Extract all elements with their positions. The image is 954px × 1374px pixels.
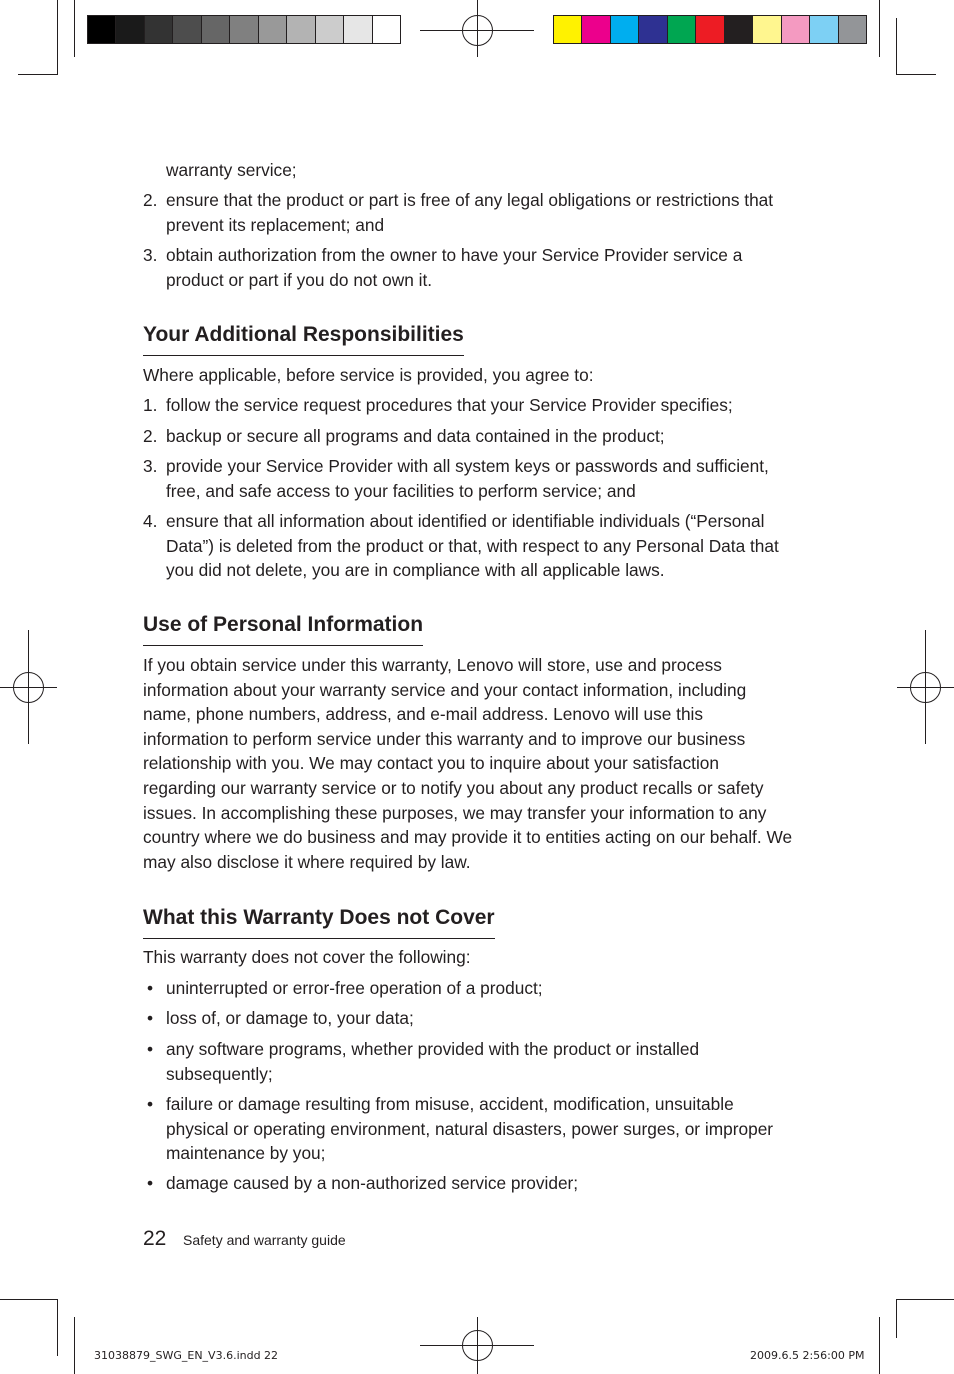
gray-swatch (230, 16, 258, 43)
grayscale-color-bar (87, 15, 401, 44)
gray-swatch (202, 16, 230, 43)
color-swatch (611, 16, 639, 43)
list-item-text: backup or secure all programs and data contained in the product; (166, 426, 665, 446)
continued-list-line: warranty service; (166, 160, 297, 180)
list-item-text: follow the service request procedures that your Service Provider specifies; (166, 395, 733, 415)
color-swatch (639, 16, 667, 43)
list-item-number: 2. (143, 190, 158, 210)
list-item-text: ensure that all information about identified or identifiable individuals (“Personal Data”) is deleted from the product or that, with respect to any Personal Data that you did not delete, you are in compliance with all applicable laws. (166, 511, 779, 581)
gray-swatch (344, 16, 372, 43)
slug-timestamp: 2009.6.5 2:56:00 PM (750, 1349, 865, 1362)
color-swatch (554, 16, 582, 43)
color-swatch (668, 16, 696, 43)
process-color-bar (553, 15, 867, 44)
color-swatch (753, 16, 781, 43)
bullet-item-text: damage caused by a non-authorized service provider; (166, 1173, 579, 1193)
gray-swatch (316, 16, 344, 43)
bullet-icon: • (147, 1039, 154, 1059)
footer-title: Safety and warranty guide (183, 1232, 346, 1248)
list-item-text: ensure that the product or part is free of any legal obligations or restrictions that prevent its replacement; and (166, 190, 774, 235)
bullet-item-text: failure or damage resulting from misuse, accident, modification, unsuitable physical or operating environment, natural disasters, power surges, or improper maintenance by you; (166, 1094, 774, 1164)
page-number: 22 (143, 1227, 167, 1250)
list-item-number: 2. (143, 426, 158, 446)
section-paragraph: If you obtain service under this warranty, Lenovo will store, use and process information about your warranty service and your contact information, including name, phone numbers, address, and e-mail address. Lenovo will use this information to perform service under this warranty and to improve our business relationship with you. We may contact you to inquire about your satisfaction regarding our warranty service or to notify you about any product recalls or safety issues. In accomplishing these purposes, we may transfer your information to any country where we do business and may provide it to entities acting on our behalf. We may also disclose it where required by law. (143, 655, 793, 872)
list-item-number: 3. (143, 245, 158, 265)
list-item-text: provide your Service Provider with all system keys or passwords and sufficient, free, and safe access to your facilities to perform service; and (166, 456, 769, 501)
color-swatch (839, 16, 866, 43)
bullet-icon: • (147, 1094, 154, 1114)
color-swatch (782, 16, 810, 43)
section-heading-not-covered: What this Warranty Does not Cover (143, 905, 495, 939)
gray-swatch (173, 16, 201, 43)
gray-swatch (373, 16, 400, 43)
gray-swatch (145, 16, 173, 43)
list-item-number: 3. (143, 456, 158, 476)
bullet-item-text: loss of, or damage to, your data; (166, 1008, 414, 1028)
gray-swatch (88, 16, 116, 43)
section-lead: This warranty does not cover the following: (143, 947, 471, 967)
bullet-item-text: any software programs, whether provided with the product or installed subsequently; (166, 1039, 700, 1084)
section-heading-responsibilities: Your Additional Responsibilities (143, 322, 464, 356)
list-item-number: 1. (143, 395, 158, 415)
bullet-icon: • (147, 1173, 154, 1193)
color-swatch (810, 16, 838, 43)
bullet-icon: • (147, 978, 154, 998)
color-swatch (725, 16, 753, 43)
list-item-text: obtain authorization from the owner to have your Service Provider service a product or part if you do not own it. (166, 245, 743, 290)
section-heading-personal-information: Use of Personal Information (143, 612, 423, 646)
color-swatch (696, 16, 724, 43)
bullet-item-text: uninterrupted or error-free operation of a product; (166, 978, 543, 998)
slug-file-name: 31038879_SWG_EN_V3.6.indd 22 (94, 1349, 279, 1362)
gray-swatch (259, 16, 287, 43)
gray-swatch (287, 16, 315, 43)
section-lead: Where applicable, before service is provided, you agree to: (143, 365, 594, 385)
gray-swatch (116, 16, 144, 43)
color-swatch (582, 16, 610, 43)
bullet-icon: • (147, 1008, 154, 1028)
list-item-number: 4. (143, 511, 158, 531)
